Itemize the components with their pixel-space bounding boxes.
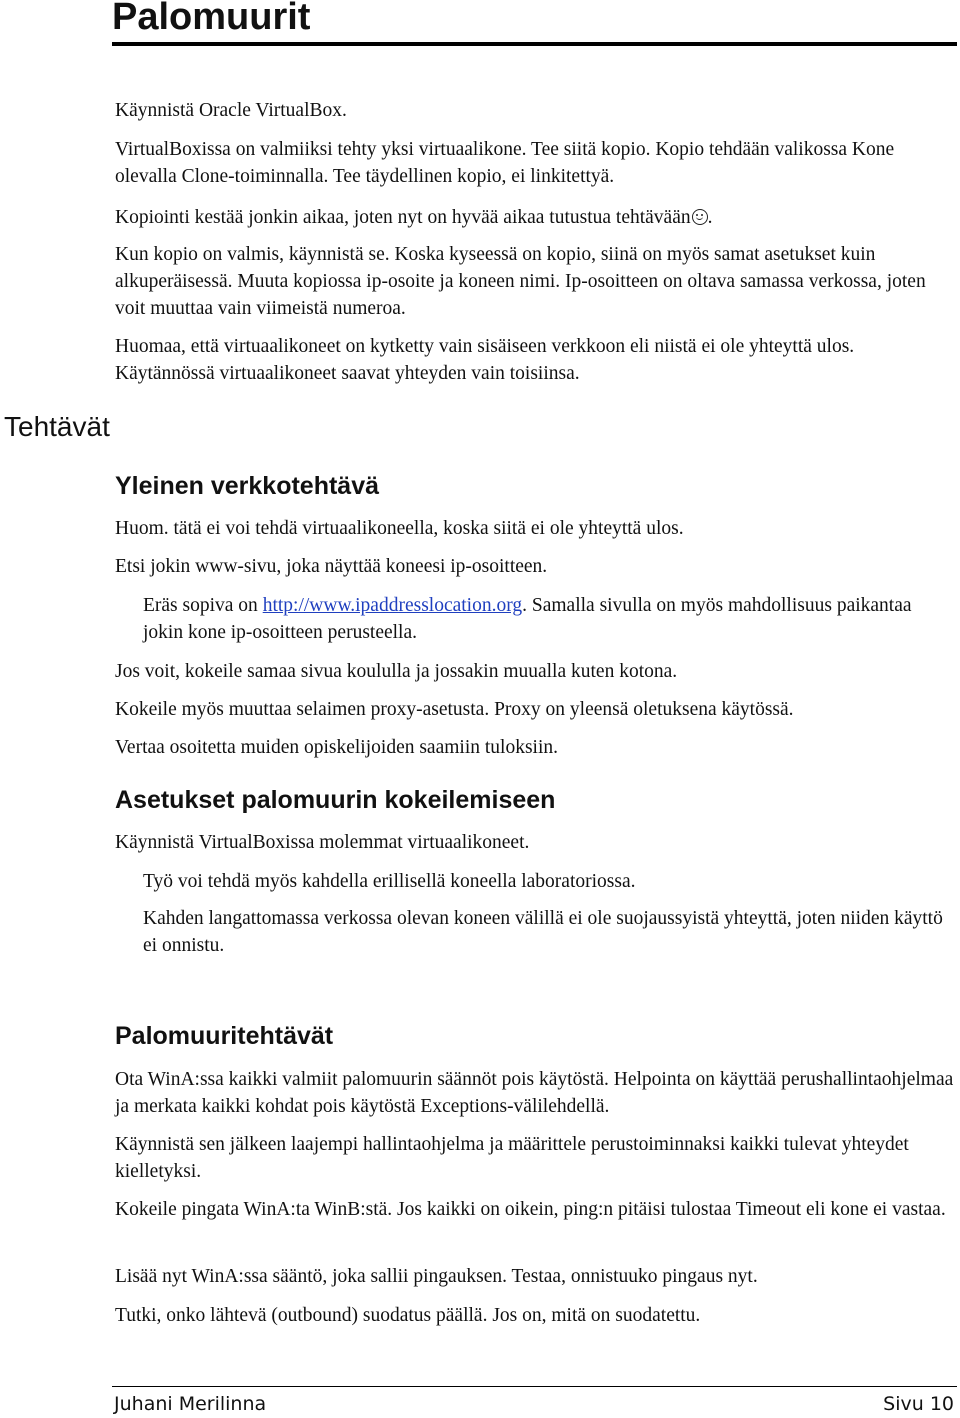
intro-paragraph-5: Huomaa, että virtuaalikoneet on kytketty vain sisäiseen verkkoon eli niistä ei ole yhteyttä ulos. Käytännössä virtuaalikoneet saavat yhteyden vain toisiinsa.: [115, 336, 855, 384]
intro-paragraph-4: Kun kopio on valmis, käynnistä se. Koska kyseessä on kopio, siinä on myös samat asetukset kuin alkuperäisessä. Muuta kopiossa ip-osoite ja koneen nimi. Ip-osoitteen on oltava samassa verkossa, joten voit muuttaa vain viimeistä numeroa.: [115, 244, 926, 319]
intro-paragraph-3-text: Kopiointi kestää jonkin aikaa, joten nyt on hyvää aikaa tutustua tehtävään: [115, 207, 691, 228]
footer-rule: [112, 1386, 957, 1387]
general-paragraph-3-after: . Samalla sivulla on myös mahdollisuus paikantaa jokin kone ip-osoitteen perusteella.: [143, 595, 912, 643]
side-label: Tehtävät: [4, 411, 110, 442]
section-heading-firewall: Palomuuritehtävät: [115, 1022, 334, 1050]
firewall-paragraph-3: Kokeile pingata WinA:ta WinB:stä. Jos kaikki on oikein, ping:n pitäisi tulostaa Timeout eli kone ei vastaa.: [115, 1199, 946, 1220]
settings-paragraph-1: Käynnistä VirtualBoxissa molemmat virtuaalikoneet.: [115, 832, 530, 853]
intro-paragraph-3-end: .: [707, 207, 713, 228]
general-paragraph-6: Vertaa osoitetta muiden opiskelijoiden saamiin tuloksiin.: [115, 737, 559, 758]
firewall-paragraph-5: Tutki, onko lähtevä (outbound) suodatus päällä. Jos on, mitä on suodatettu.: [115, 1305, 701, 1326]
general-paragraph-5: Kokeile myös muuttaa selaimen proxy-asetusta. Proxy on yleensä oletuksena käytössä.: [115, 699, 794, 720]
general-paragraph-1: Huom. tätä ei voi tehdä virtuaalikoneella, koska siitä ei ole yhteyttä ulos.: [115, 518, 684, 539]
intro-paragraph-2: VirtualBoxissa on valmiiksi tehty yksi virtuaalikone. Tee siitä kopio. Kopio tehdään valikossa Kone olevalla Clone-toiminnalla. Tee täydellinen kopio, ei linkitettyä.: [115, 139, 895, 187]
ipaddresslocation-link[interactable]: http://www.ipaddresslocation.org: [262, 595, 523, 616]
smiley-icon: [692, 209, 708, 225]
settings-paragraph-3: Kahden langattomassa verkossa olevan koneen välillä ei ole suojaussyistä yhteyttä, joten niiden käyttö ei onnistu.: [143, 908, 943, 956]
settings-paragraph-2: Työ voi tehdä myös kahdella erillisellä koneella laboratoriossa.: [143, 871, 636, 892]
general-paragraph-3-before: Eräs sopiva on: [143, 595, 263, 616]
section-heading-general: Yleinen verkkotehtävä: [115, 472, 380, 500]
general-paragraph-3: [143, 592, 955, 646]
title-underline: [112, 42, 957, 46]
section-heading-settings: Asetukset palomuurin kokeilemiseen: [115, 786, 556, 814]
general-paragraph-2: Etsi jokin www-sivu, joka näyttää koneesi ip-osoitteen.: [115, 556, 548, 577]
firewall-paragraph-1: Ota WinA:ssa kaikki valmiit palomuurin säännöt pois käytöstä. Helpointa on käyttää perushallintaohjelmaa ja merkata kaikki kohdat pois käytöstä Exceptions-välilehdellä.: [115, 1069, 954, 1117]
firewall-paragraph-4: Lisää nyt WinA:ssa sääntö, joka sallii pingauksen. Testaa, onnistuuko pingaus nyt.: [115, 1266, 758, 1287]
firewall-paragraph-2: Käynnistä sen jälkeen laajempi hallintaohjelma ja määrittele perustoiminnaksi kaikki tulevat yhteydet kielletyksi.: [115, 1134, 909, 1182]
general-paragraph-4: Jos voit, kokeile samaa sivua koululla ja jossakin muualla kuten kotona.: [115, 661, 678, 682]
page-title: Palomuurit: [112, 0, 311, 38]
footer-author: Juhani Merilinna: [114, 1393, 267, 1415]
intro-paragraph-1: Käynnistä Oracle VirtualBox.: [115, 100, 347, 121]
intro-paragraph-3: [115, 204, 955, 231]
footer-page-number: Sivu 10: [883, 1393, 954, 1415]
